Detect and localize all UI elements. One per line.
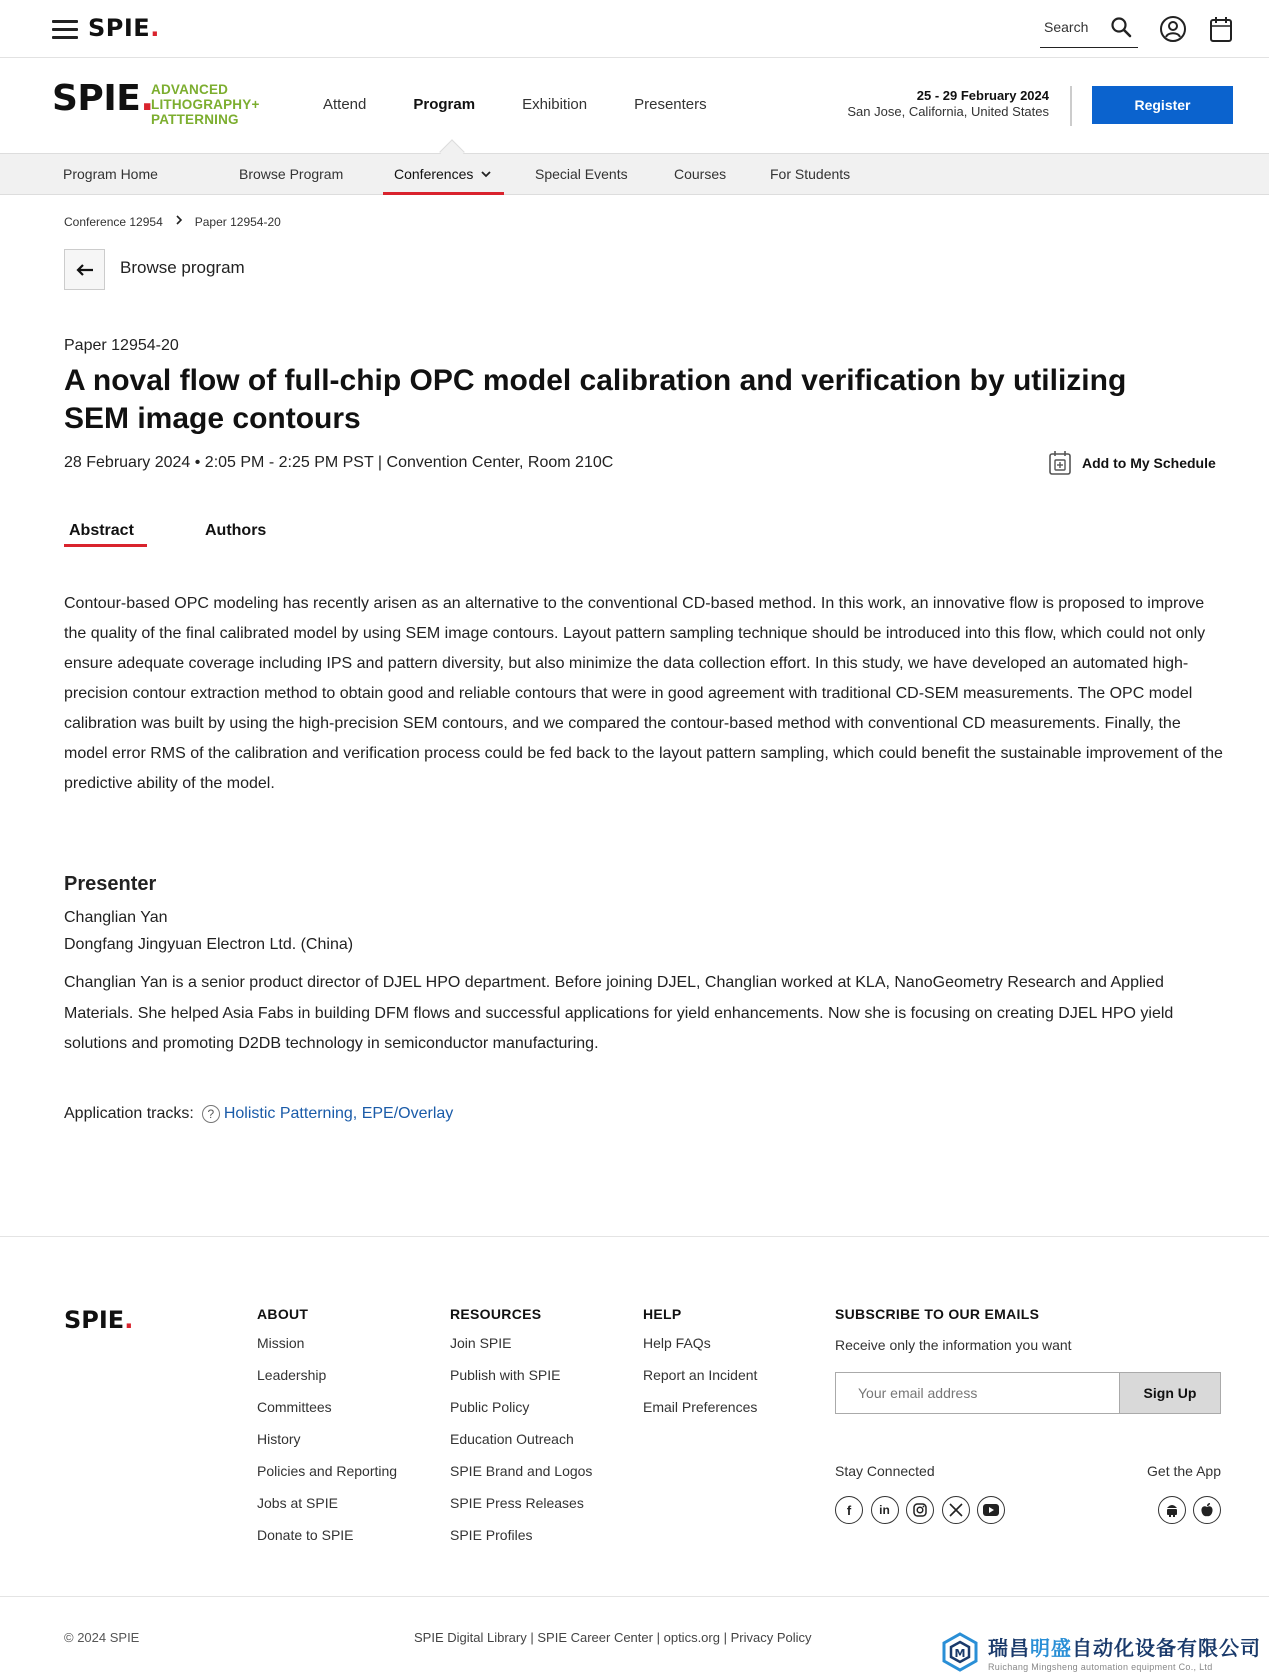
link-career-center[interactable]: SPIE Career Center [537, 1630, 653, 1645]
spie-event-logo[interactable]: SPIE. [52, 78, 154, 119]
company-name-part: 明盛 [1030, 1636, 1072, 1660]
presenter-affiliation: Dongfang Jingyuan Electron Ltd. (China) [64, 936, 354, 953]
nav-program[interactable]: Program [413, 96, 476, 113]
footer-help-heading: HELP [643, 1306, 682, 1322]
event-name[interactable] [151, 82, 260, 127]
sub-nav [0, 153, 1269, 195]
link-separator: | [723, 1630, 727, 1645]
active-tab-indicator [64, 544, 147, 547]
footer-about [257, 1306, 397, 1559]
abstract-text: Contour-based OPC modeling has recently arisen as an alternative to the conventional CD-based method. In this work, an innovative flow is proposed to improve the quality of the final calibrated model by using SEM image contours. Layout pattern sampling technique should be introduced into this flow, which could not only ensure adequate coverage including IPS and pattern diversity, but also minimize the data collection effort. In this study, we have developed an automated high-precision contour extraction method to obtain good and reliable contours that were in good agreement with traditional CD-SEM measurements. The OPC model calibration was built by using the high-precision SEM contours, and we compared the contour-based method with conventional CD measurements. Finally, the model error RMS of the calibration and verification process could be fed back to the layout pattern sampling, which could benefit the sustainable improvement of the predictive ability of the model. [64, 595, 1223, 792]
facebook-icon[interactable]: f [835, 1496, 863, 1524]
footer-link[interactable]: Committees [257, 1399, 332, 1415]
event-name-line: PATTERNING [151, 112, 239, 127]
nav-exhibition[interactable]: Exhibition [522, 96, 588, 113]
link-optics-org[interactable]: optics.org [663, 1630, 720, 1645]
back-button[interactable] [64, 249, 105, 290]
footer-link[interactable]: Education Outreach [450, 1431, 574, 1447]
subnav-conferences[interactable] [394, 166, 492, 182]
instagram-icon[interactable] [906, 1496, 934, 1524]
search-field[interactable] [1040, 14, 1138, 48]
stay-connected-label: Stay Connected [835, 1463, 935, 1479]
top-bar [0, 0, 1269, 58]
company-name-en: Ruichang Mingsheng automation equipment Co., Ltd [988, 1662, 1213, 1672]
company-name-part: 瑞昌 [988, 1636, 1030, 1660]
subnav-courses[interactable]: Courses [674, 166, 727, 182]
subnav-for-students[interactable]: For Students [770, 166, 851, 182]
footer-link[interactable]: Donate to SPIE [257, 1527, 354, 1543]
spie-logo[interactable]: SPIE. [88, 14, 160, 42]
browse-program-link[interactable]: Browse program [120, 258, 245, 277]
footer-link[interactable]: SPIE Press Releases [450, 1495, 584, 1511]
footer-subscribe [835, 1306, 1039, 1335]
tab-abstract[interactable]: Abstract [69, 522, 134, 539]
footer-link[interactable]: Policies and Reporting [257, 1463, 398, 1479]
company-logo-icon [940, 1632, 980, 1672]
svg-text:M: M [954, 1647, 966, 1660]
event-date: 25 - 29 February 2024 [916, 88, 1049, 103]
application-tracks [64, 1105, 453, 1123]
link-digital-library[interactable]: SPIE Digital Library [414, 1630, 527, 1645]
footer-link[interactable]: Report an Incident [643, 1367, 758, 1383]
nav-presenters[interactable]: Presenters [634, 96, 707, 113]
add-to-schedule-button[interactable] [1048, 450, 1216, 476]
tab-authors[interactable]: Authors [205, 522, 267, 539]
footer-link[interactable]: Email Preferences [643, 1399, 758, 1415]
presenter-heading: Presenter [64, 873, 157, 895]
get-app-label: Get the App [1147, 1463, 1221, 1479]
link-separator: | [530, 1630, 534, 1645]
active-subnav-indicator [383, 192, 504, 195]
footer-link[interactable]: Help FAQs [643, 1335, 711, 1351]
email-input[interactable]: Your email address [858, 1385, 978, 1401]
footer-link[interactable]: Join SPIE [450, 1335, 512, 1351]
company-name-cn [988, 1632, 1261, 1661]
footer-help [643, 1306, 757, 1431]
chevron-down-icon [480, 169, 492, 179]
footer-link[interactable]: Publish with SPIE [450, 1367, 561, 1383]
youtube-icon[interactable] [977, 1496, 1005, 1524]
x-icon[interactable] [942, 1496, 970, 1524]
footer-bottom-links [414, 1630, 812, 1645]
event-name-line: ADVANCED [151, 82, 229, 97]
footer-spie-logo[interactable]: SPIE. [64, 1306, 134, 1334]
social-links [835, 1496, 1013, 1524]
search-icon[interactable] [1110, 16, 1132, 38]
footer-link[interactable]: Mission [257, 1335, 305, 1351]
add-to-schedule-label: Add to My Schedule [1082, 455, 1216, 471]
link-privacy-policy[interactable]: Privacy Policy [730, 1630, 812, 1645]
subnav-special-events[interactable]: Special Events [535, 166, 628, 182]
breadcrumb-conference[interactable]: Conference 12954 [64, 214, 163, 229]
linkedin-icon[interactable]: in [871, 1496, 899, 1524]
link-separator: | [656, 1630, 660, 1645]
subscribe-form [835, 1372, 1221, 1414]
company-name-part: 自动化设备有限公司 [1072, 1636, 1261, 1660]
footer-link[interactable]: History [257, 1431, 301, 1447]
company-watermark [940, 1632, 1261, 1672]
footer-link[interactable]: Jobs at SPIE [257, 1495, 338, 1511]
track-separator: , [352, 1105, 358, 1122]
divider [1070, 86, 1072, 126]
footer-link[interactable]: Leadership [257, 1367, 327, 1383]
event-date-location [847, 88, 1049, 119]
presenter-name: Changlian Yan [64, 909, 168, 926]
presenter-bio: Changlian Yan is a senior product director of DJEL HPO department. Before joining DJEL, Changlian worked at KLA, NanoGeometry Research and Applied Materials. She helped Asia Fabs in building DFM flows and successful applications for yield enhancements. Now she is focusing on creating DJEL HPO yield solutions and promoting D2DB technology in semiconductor manufacturing. [64, 974, 1174, 1052]
footer-link[interactable]: SPIE Brand and Logos [450, 1463, 593, 1479]
subnav-conferences-label: Conferences [394, 166, 474, 182]
footer-link[interactable]: Public Policy [450, 1399, 530, 1415]
account-icon[interactable] [1158, 14, 1188, 44]
breadcrumb-separator-icon [175, 214, 183, 229]
main-nav [323, 96, 754, 113]
sign-up-button[interactable]: Sign Up [1119, 1373, 1220, 1413]
breadcrumb-paper[interactable]: Paper 12954-20 [194, 214, 281, 229]
arrow-left-icon [75, 262, 95, 278]
event-header [0, 58, 1269, 153]
tracks-label: Application tracks: [64, 1105, 194, 1122]
help-icon[interactable]: ? [202, 1105, 220, 1123]
footer-bottom-divider [0, 1596, 1269, 1597]
copyright: © 2024 SPIE [64, 1630, 140, 1645]
track-epe-overlay[interactable]: EPE/Overlay [361, 1105, 454, 1122]
subnav-browse-program[interactable]: Browse Program [239, 166, 344, 182]
search-label: Search [1044, 19, 1089, 35]
footer-about-heading: ABOUT [257, 1306, 309, 1322]
menu-icon[interactable] [52, 20, 78, 38]
footer-link[interactable]: SPIE Profiles [450, 1527, 533, 1543]
subscribe-description: Receive only the information you want [835, 1337, 1072, 1353]
calendar-add-icon [1048, 450, 1072, 476]
calendar-icon[interactable] [1206, 14, 1236, 44]
subnav-program-home[interactable]: Program Home [63, 166, 158, 182]
register-button[interactable]: Register [1092, 86, 1233, 124]
app-links [1158, 1496, 1228, 1524]
footer-divider [0, 1236, 1269, 1237]
track-holistic-patterning[interactable]: Holistic Patterning [223, 1105, 353, 1122]
apple-icon[interactable] [1193, 1496, 1221, 1524]
nav-attend[interactable]: Attend [323, 96, 367, 113]
breadcrumb [64, 214, 281, 229]
android-icon[interactable] [1158, 1496, 1186, 1524]
event-name-line: LITHOGRAPHY+ [151, 97, 260, 112]
footer-subscribe-heading: SUBSCRIBE TO OUR EMAILS [835, 1306, 1040, 1322]
footer-resources [450, 1306, 592, 1559]
paper-number: Paper 12954-20 [64, 337, 179, 354]
event-location: San Jose, California, United States [847, 104, 1049, 119]
paper-title: A noval flow of full-chip OPC model calibration and verification by utilizing SEM image contours [64, 364, 1127, 435]
footer-resources-heading: RESOURCES [450, 1306, 542, 1322]
paper-meta: 28 February 2024 • 2:05 PM - 2:25 PM PST | Convention Center, Room 210C [64, 454, 614, 471]
